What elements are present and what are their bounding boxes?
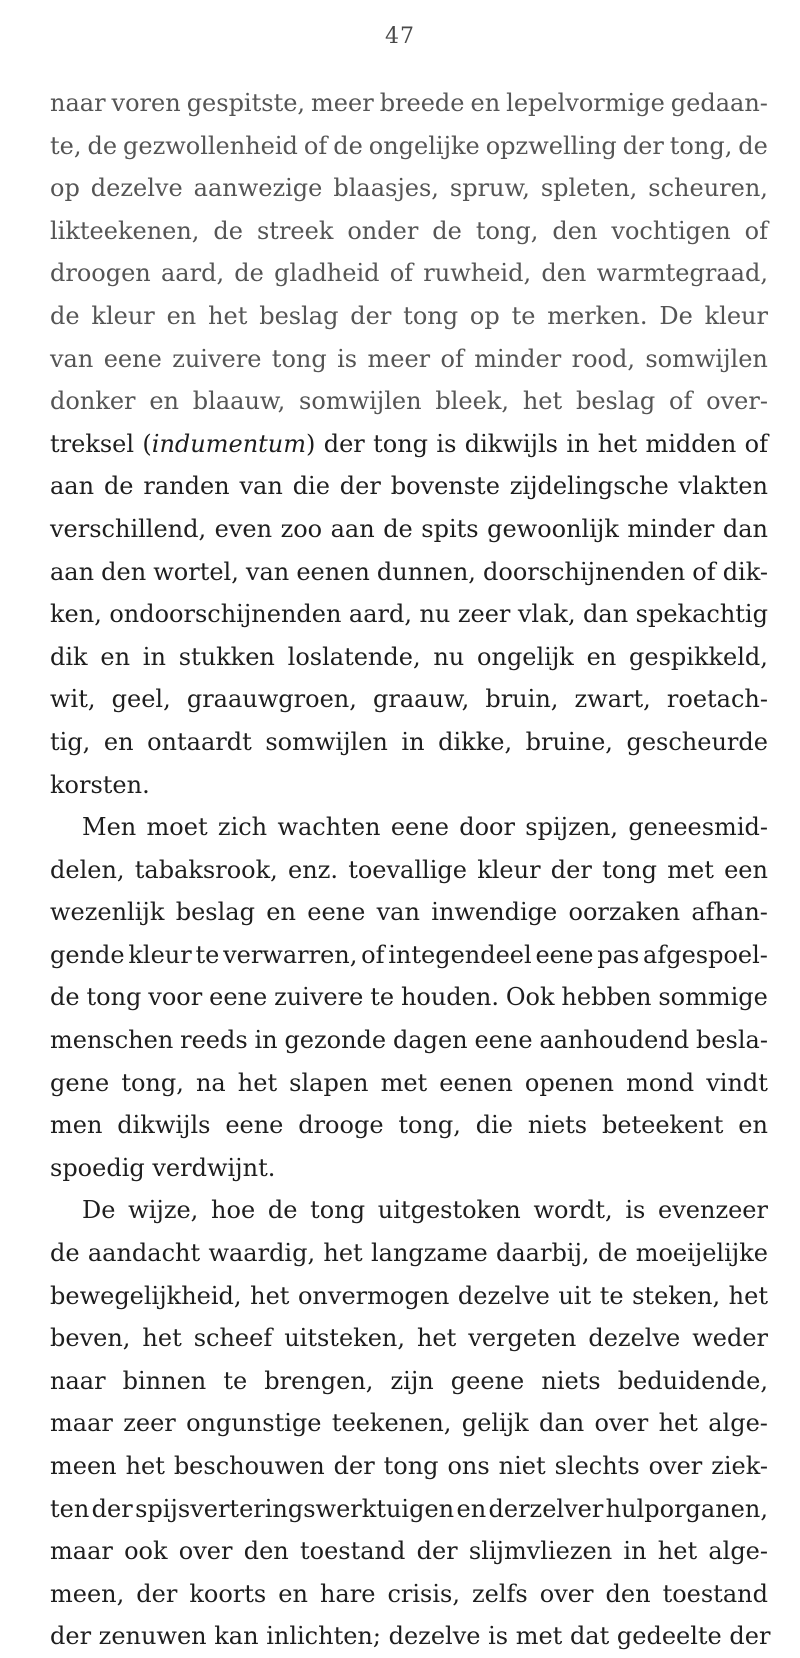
text-line: maar zeer ongunstige teekenen, gelijk dan over het alge- [50,1409,768,1438]
text-line: beven, het scheef uitsteken, het vergeten dezelve weder [50,1324,768,1353]
text-line: aan de randen van die der bovenste zijdelingsche vlakten [50,472,768,501]
text-line: wit, geel, graauwgroen, graauw, bruin, zwart, roetach- [50,685,768,714]
text-line: maar ook over den toestand der slijmvliezen in het alge- [50,1537,768,1566]
text-line: De wijze, hoe de tong uitgestoken wordt, is evenzeer [82,1196,768,1225]
text-line: op dezelve aanwezige blaasjes, spruw, spleten, scheuren, [50,174,768,203]
text-line: Men moet zich wachten eene door spijzen, geneesmid- [82,813,768,842]
body-text [50,82,771,1658]
paragraph [50,806,768,1189]
text-line: der zenuwen kan inlichten; dezelve is met dat gedeelte der [50,1622,771,1651]
text-line: spoedig verdwijnt. [50,1153,276,1182]
text-line: dik en in stukken loslatende, nu ongelijk en gespikkeld, [50,642,768,671]
text-line: korsten. [50,770,150,799]
text-line: de aandacht waardig, het langzame daarbij, de moeijelijke [50,1239,768,1268]
text-line: donker en blaauw, somwijlen bleek, het beslag of over- [50,387,768,416]
text-line: aan den wortel, van eenen dunnen, doorschijnenden of dik- [50,557,768,586]
text-line: meen het beschouwen der tong ons niet slechts over ziek- [50,1452,768,1480]
text-line: van eene zuivere tong is meer of minder rood, somwijlen [50,344,768,373]
text-line: gene tong, na het slapen met eenen openen mond vindt [50,1068,768,1097]
text-line: tig, en ontaardt somwijlen in dikke, bruine, gescheurde [50,727,768,756]
text-line: droogen aard, de gladheid of ruwheid, den warmtegraad, [50,259,768,288]
text-line: de tong voor eene zuivere te houden. Ook hebben sommige [50,983,768,1012]
text-line: ten der spijsverteringswerktuigen en derzelver hulporganen, [50,1494,768,1523]
text-line: bewegelijkheid, het onvermogen dezelve uit te steken, het [50,1281,768,1310]
text-line: menschen reeds in gezonde dagen eene aanhoudend besla- [50,1026,768,1055]
text-line: wezenlijk beslag en eene van inwendige oorzaken afhan- [50,898,768,927]
page-number: 47 [385,24,415,49]
text-line: de kleur en het beslag der tong op te merken. De kleur [50,301,768,330]
text-line: ken, ondoorschijnenden aard, nu zeer vlak, dan spekachtig [50,600,768,629]
text-line: delen, tabaksrook, enz. toevallige kleur der tong met een [50,855,768,884]
text-line: meen, der koorts en hare crisis, zelfs over den toestand [50,1579,768,1608]
text-line: naar voren gespitste, meer breede en lepelvormige gedaan- [50,89,768,117]
text-line: gende kleur te verwarren, of integendeel eene pas afgespoel- [50,940,768,969]
text-line: te, de gezwollenheid of de ongelijke opzwelling der tong, de [50,131,768,160]
paragraph [50,1189,771,1658]
text-line: treksel (indumentum) der tong is dikwijls in het midden of [50,429,768,458]
text-line: naar binnen te brengen, zijn geene niets beduidende, [50,1366,768,1395]
paragraph [50,82,768,806]
text-line: likteekenen, de streek onder de tong, den vochtigen of [50,216,768,245]
text-line: verschillend, even zoo aan de spits gewoonlijk minder dan [50,514,768,543]
text-line: men dikwijls eene drooge tong, die niets beteekent en [50,1111,768,1140]
